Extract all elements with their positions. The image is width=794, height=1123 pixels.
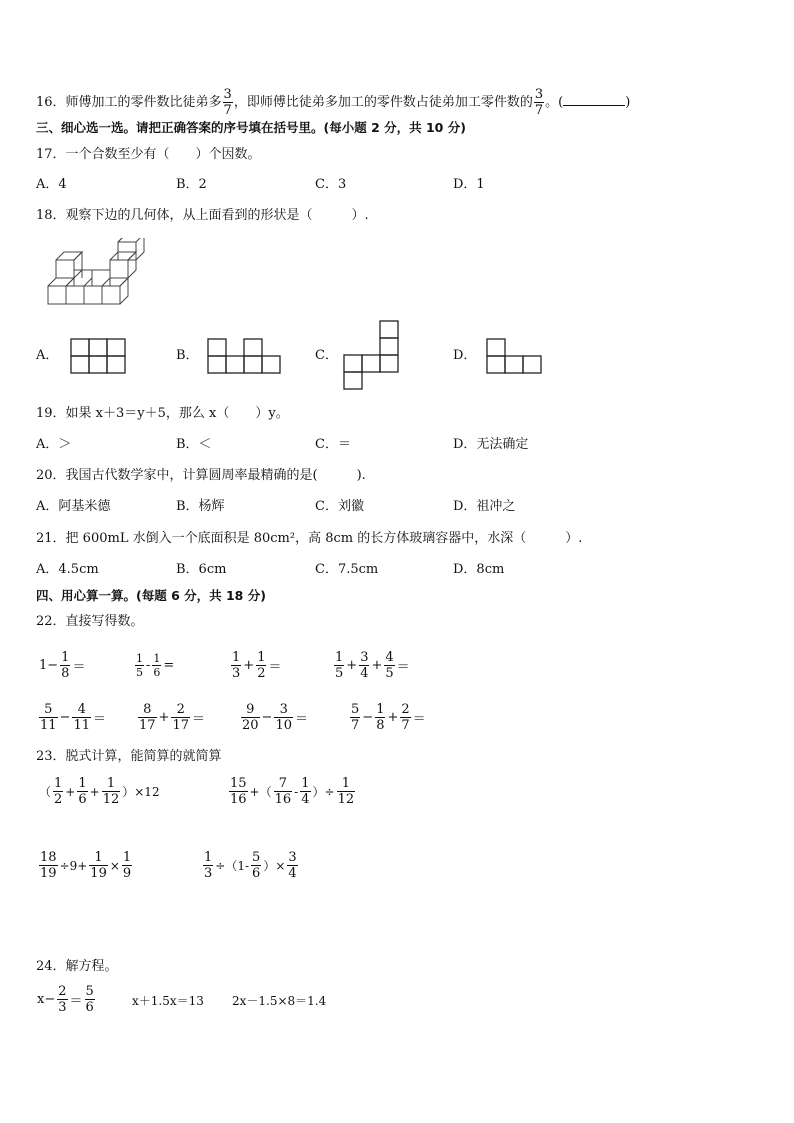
q21-option-c[interactable]: C．7.5cm <box>315 562 379 577</box>
section-4-title: 四、用心算一算。(每题 6 分，共 18 分) <box>36 588 266 603</box>
q24-equation-1: x− $\frac{2}{3}$ ＝ $\frac{5}{6}$ <box>37 984 94 1015</box>
q18-option-a-shape[interactable] <box>70 338 126 374</box>
section-3-title: 三、细心选一选。请把正确答案的序号填在括号里。(每小题 2 分，共 10 分) <box>36 120 466 135</box>
q21-option-d[interactable]: D．8cm <box>453 562 505 577</box>
q24-stem: 24．解方程。 <box>36 959 118 974</box>
q24-equation-2: x＋1.5x＝13 <box>132 994 204 1008</box>
q22-expr-1: 1− $\frac{1}{8}$ ＝ <box>39 650 86 681</box>
q18-option-b-shape[interactable] <box>207 338 281 374</box>
q22-expr-6: $\frac{8}{17}$ + $\frac{2}{17}$ ＝ <box>139 702 206 733</box>
q21-stem: 21．把 600mL 水倒入一个底面积是 80cm²，高 8cm 的长方体玻璃容器中，水深（ ）. <box>36 531 583 546</box>
q22-expr-2: $\frac{1}{5}$ - $\frac{1}{6}$ = <box>136 652 175 679</box>
q17-option-b[interactable]: B．2 <box>176 177 207 192</box>
q16-fraction-2: $\frac{3}{7}$ <box>534 87 544 118</box>
q22-expr-8: $\frac{5}{7}$ − $\frac{1}{8}$ + $\frac{2}{7}$ ＝ <box>351 702 426 733</box>
q22-stem: 22．直接写得数。 <box>36 614 144 629</box>
q18-option-b-label[interactable]: B． <box>176 348 199 363</box>
q23-expr-3: $\frac{18}{19}$ ÷9+ $\frac{1}{19}$ × $\frac{1}{9}$ <box>40 850 132 881</box>
q17-option-a[interactable]: A．4 <box>36 177 67 192</box>
q24-equation-3: 2x－1.5×8＝1.4 <box>232 994 327 1008</box>
q18-option-d-label[interactable]: D． <box>453 348 477 363</box>
q18-option-a-label[interactable]: A． <box>36 348 59 363</box>
q20-option-a[interactable]: A．阿基米德 <box>36 499 111 514</box>
q20-option-b[interactable]: B．杨辉 <box>176 499 225 514</box>
q23-expr-1: （ $\frac{1}{2}$ + $\frac{1}{6}$ + $\frac{1}{12}$ ）×12 <box>39 776 160 807</box>
q19-option-c[interactable]: C．＝ <box>315 437 351 452</box>
q21-option-a[interactable]: A．4.5cm <box>36 562 99 577</box>
q18-option-c-shape[interactable] <box>343 320 399 390</box>
q22-expr-3: $\frac{1}{3}$ + $\frac{1}{2}$ ＝ <box>232 650 282 681</box>
q23-stem: 23．脱式计算，能简算的就简算 <box>36 749 222 764</box>
q17-option-c[interactable]: C．3 <box>315 177 347 192</box>
cube-row-front <box>48 278 128 304</box>
q16-line: 16．师傅加工的零件数比徒弟多 $\frac{3}{7}$ ，即师傅比徒弟多加工的零件数占徒弟加工零件数的 $\frac{3}{7}$ 。( ) <box>36 87 631 118</box>
cube-right-stack <box>110 238 144 278</box>
q20-stem: 20．我国古代数学家中，计算圆周率最精确的是( ). <box>36 468 366 483</box>
q17-stem: 17．一个合数至少有（ ）个因数。 <box>36 147 261 162</box>
q18-option-c-label[interactable]: C． <box>315 348 338 363</box>
q16-middle: ，即师傅比徒弟多加工的零件数占徒弟加工零件数的 <box>233 95 533 110</box>
q16-prefix: 16．师傅加工的零件数比徒弟多 <box>36 95 222 110</box>
q20-option-c[interactable]: C．刘徽 <box>315 499 364 514</box>
q22-expr-4: $\frac{1}{5}$ + $\frac{3}{4}$ + $\frac{4}{5}$ ＝ <box>335 650 410 681</box>
q16-fraction-1: $\frac{3}{7}$ <box>223 87 232 118</box>
q22-expr-5: $\frac{5}{11}$ − $\frac{4}{11}$ ＝ <box>40 702 107 733</box>
q18-option-d-shape[interactable] <box>486 338 542 374</box>
q19-option-a[interactable]: A．＞ <box>36 437 72 452</box>
q19-option-b[interactable]: B．＜ <box>176 437 212 452</box>
q18-solid-figure <box>44 238 154 310</box>
q18-stem: 18．观察下边的几何体，从上面看到的形状是（ ）. <box>36 208 369 223</box>
q16-answer-blank[interactable] <box>563 93 625 106</box>
q23-expr-4: $\frac{1}{3}$ ÷（1- $\frac{5}{6}$ ）× $\frac{3}{4}$ <box>204 850 297 881</box>
q19-stem: 19．如果 x＋3＝y＋5，那么 x（ ）y。 <box>36 406 289 421</box>
q19-option-d[interactable]: D．无法确定 <box>453 437 529 452</box>
q23-expr-2: $\frac{15}{16}$ +（ $\frac{7}{16}$ - $\frac{1}{4}$ ）÷ $\frac{1}{12}$ <box>230 776 355 807</box>
cube-left-top <box>56 252 82 278</box>
q22-expr-7: $\frac{9}{20}$ − $\frac{3}{10}$ ＝ <box>242 702 309 733</box>
q20-option-d[interactable]: D．祖冲之 <box>453 499 516 514</box>
q21-option-b[interactable]: B．6cm <box>176 562 227 577</box>
q17-option-d[interactable]: D．1 <box>453 177 485 192</box>
